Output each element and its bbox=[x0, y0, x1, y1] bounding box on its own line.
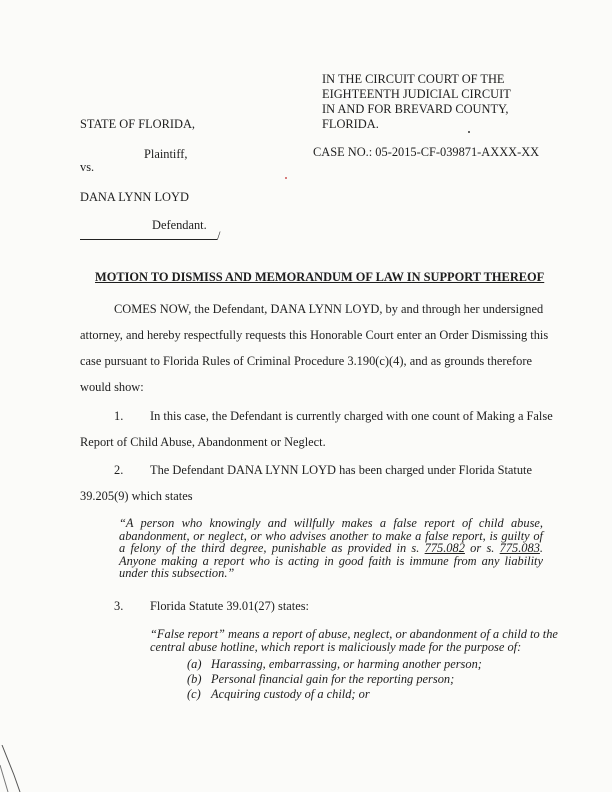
para-1-line-1: In this case, the Defendant is currently charged with one count of Making a False bbox=[150, 409, 553, 423]
intro-line-2: attorney, and hereby respectfully requests this Honorable Court enter an Order Dismissing this bbox=[80, 328, 549, 342]
court-line-2: EIGHTEENTH JUDICIAL CIRCUIT bbox=[322, 87, 511, 101]
quote-part-2: or s. bbox=[464, 541, 500, 556]
defendant-label: Defendant. bbox=[152, 218, 207, 232]
para-2-line-1: The Defendant DANA LYNN LOYD has been charged under Florida Statute bbox=[150, 463, 532, 477]
scan-speck bbox=[468, 131, 470, 133]
item-text: Personal financial gain for the reporting person; bbox=[211, 672, 455, 686]
signature-slash: / bbox=[217, 229, 221, 243]
item-label: (a) bbox=[187, 657, 202, 671]
case-number: CASE NO.: 05-2015-CF-039871-AXXX-XX bbox=[313, 145, 540, 159]
underline-rule bbox=[80, 229, 217, 240]
item-label: (c) bbox=[187, 687, 201, 701]
para-1-line-2: Report of Child Abuse, Abandonment or Neglect. bbox=[80, 435, 326, 449]
defendant-name: DANA LYNN LOYD bbox=[80, 190, 189, 204]
court-line-3: IN AND FOR BREVARD COUNTY, bbox=[322, 102, 509, 116]
para-1-number: 1. bbox=[114, 409, 124, 423]
versus-label: vs. bbox=[80, 160, 95, 174]
document-title: MOTION TO DISMISS AND MEMORANDUM OF LAW IN SUPPORT THEREOF bbox=[95, 270, 545, 284]
plaintiff-name: STATE OF FLORIDA, bbox=[80, 117, 196, 131]
court-line-1: IN THE CIRCUIT COURT OF THE bbox=[322, 72, 505, 86]
para-2-line-2: 39.205(9) which states bbox=[80, 489, 193, 503]
court-line-4: FLORIDA. bbox=[322, 117, 379, 131]
plaintiff-label: Plaintiff, bbox=[144, 147, 188, 161]
definition-quote: “False report” means a report of abuse, neglect, or abandonment of a child to the central abuse hotline, which report is maliciously made for the purpose of: bbox=[150, 627, 558, 654]
scan-speck bbox=[285, 177, 287, 179]
caption-signature-line bbox=[80, 229, 220, 244]
para-3-text: Florida Statute 39.01(27) states: bbox=[150, 599, 309, 613]
intro-line-3: case pursuant to Florida Rules of Criminal Procedure 3.190(c)(4), and as grounds therefore bbox=[80, 354, 532, 368]
scan-edge-mark bbox=[0, 745, 40, 792]
quote-part-3: . Anyone making a report who is acting in good faith is immune from any liability under this subsection.” bbox=[119, 541, 544, 581]
quote-part-1: “A person who knowingly and willfully makes a false report of child abuse, abandonment, or neglect, or who advises another to make a false report, is guilty of a felony of the third degree, punishable as provided in s. bbox=[119, 516, 543, 556]
para-3-number: 3. bbox=[114, 599, 124, 613]
statute-reference-link: 775.082 bbox=[424, 541, 465, 556]
item-text: Acquiring custody of a child; or bbox=[211, 687, 370, 701]
intro-line-4: would show: bbox=[80, 380, 144, 394]
item-text: Harassing, embarrassing, or harming another person; bbox=[211, 657, 482, 671]
para-2-number: 2. bbox=[114, 463, 124, 477]
statute-reference-link: 775.083 bbox=[499, 541, 540, 556]
item-label: (b) bbox=[187, 672, 202, 686]
court-header bbox=[322, 72, 511, 132]
intro-line-1: COMES NOW, the Defendant, DANA LYNN LOYD, by and through her undersigned bbox=[114, 302, 544, 316]
statute-quote bbox=[119, 517, 543, 580]
